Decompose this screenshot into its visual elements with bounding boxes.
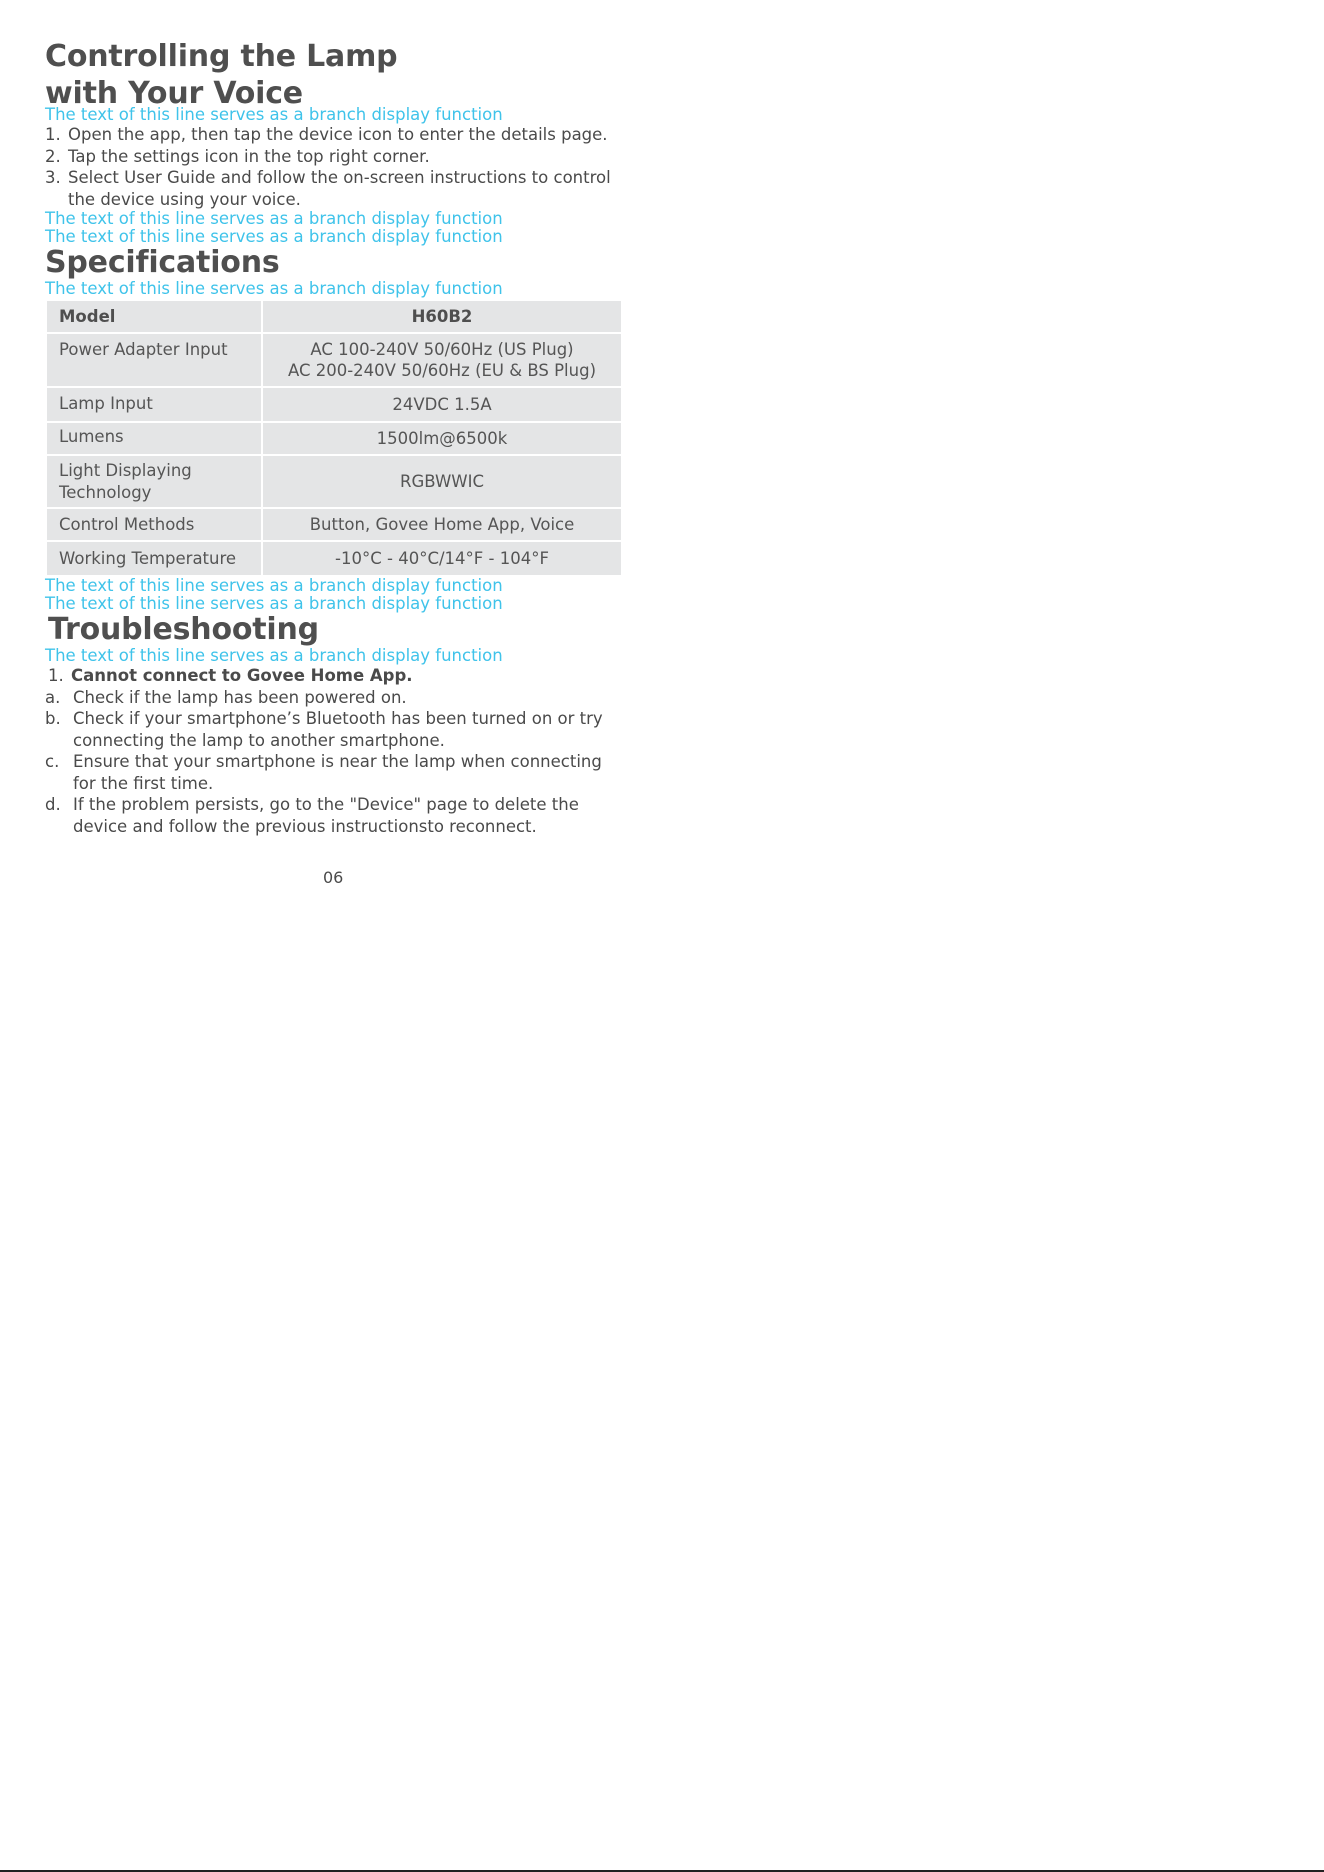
key-line: Technology (59, 482, 152, 502)
table-cell-key: Lamp Input (46, 387, 262, 422)
table-row (46, 422, 622, 455)
table-cell-key (46, 455, 262, 508)
list-marker: d. (45, 795, 61, 814)
key-line: Light Displaying (59, 461, 192, 480)
table-cell-value: Button, Govee Home App, Voice (262, 508, 622, 541)
branch-note: The text of this line serves as a branch display function (45, 594, 503, 613)
troubleshooting-list (45, 665, 625, 837)
list-item (45, 687, 625, 709)
list-item (45, 124, 625, 146)
branch-note: The text of this line serves as a branch display function (45, 576, 503, 595)
table-row (46, 387, 622, 422)
list-item (45, 794, 625, 837)
troubleshooting-heading-item (45, 665, 625, 687)
table-cell-value: H60B2 (262, 300, 622, 333)
list-item (45, 708, 625, 751)
value-line: AC 100-240V 50/60Hz (US Plug) (310, 339, 574, 359)
title-line-1: Controlling the Lamp (45, 39, 398, 74)
subitem-text: Ensure that your smartphone is near the lamp when connecting for the first time. (73, 752, 602, 793)
subitem-text: Check if your smartphone’s Bluetooth has been turned on or try connecting the lamp to another smartphone. (73, 709, 603, 750)
table-row (46, 455, 622, 508)
list-marker: c. (45, 752, 60, 771)
subitem-text: Check if the lamp has been powered on. (73, 687, 407, 707)
list-item (45, 751, 625, 794)
table-cell-key: Control Methods (46, 508, 262, 541)
list-marker: 1. (48, 666, 64, 685)
table-row (46, 333, 622, 387)
section-title-voice-control (45, 38, 625, 112)
table-cell-key: Model (46, 300, 262, 333)
step-text: Select User Guide and follow the on-screen instructions to control the device using your voice. (68, 168, 611, 209)
list-marker: b. (45, 709, 61, 728)
table-cell-value: 24VDC 1.5A (262, 387, 622, 422)
table-row (46, 541, 622, 576)
table-cell-key: Power Adapter Input (46, 333, 262, 387)
table-row (46, 300, 622, 333)
table-row (46, 508, 622, 541)
specifications-table (45, 299, 623, 577)
list-marker: a. (45, 687, 61, 707)
step-text: Tap the settings icon in the top right corner. (68, 146, 430, 166)
branch-note: The text of this line serves as a branch display function (45, 646, 503, 665)
step-text: Open the app, then tap the device icon to enter the details page. (68, 125, 608, 144)
page-number: 06 (323, 868, 344, 887)
table-cell-value: 1500lm@6500k (262, 422, 622, 455)
table-cell-key: Working Temperature (46, 541, 262, 576)
branch-note: The text of this line serves as a branch display function (45, 105, 503, 124)
branch-note: The text of this line serves as a branch display function (45, 209, 503, 228)
branch-note: The text of this line serves as a branch display function (45, 227, 503, 246)
list-marker: 3. (45, 168, 61, 187)
title-line-2: with Your Voice (45, 76, 303, 111)
list-marker: 2. (45, 146, 61, 166)
section-title-troubleshooting: Troubleshooting (48, 612, 319, 647)
manual-page (45, 38, 625, 837)
subitem-text: If the problem persists, go to the "Device" page to delete the device and follow the previous instructionsto reconnect. (73, 795, 579, 836)
section-title-specifications: Specifications (45, 245, 280, 280)
table-cell-key: Lumens (46, 422, 262, 455)
list-marker: 1. (45, 125, 61, 144)
list-item (45, 146, 625, 168)
value-line: AC 200-240V 50/60Hz (EU & BS Plug) (287, 361, 597, 380)
table-cell-value: RGBWWIC (262, 455, 622, 508)
voice-steps-list (45, 124, 625, 210)
troubleshooting-item-title: Cannot connect to Govee Home App. (71, 666, 413, 685)
branch-note: The text of this line serves as a branch display function (45, 279, 503, 298)
table-cell-value (262, 333, 622, 387)
table-cell-value: -10°C - 40°C/14°F - 104°F (262, 541, 622, 576)
list-item (45, 167, 625, 210)
